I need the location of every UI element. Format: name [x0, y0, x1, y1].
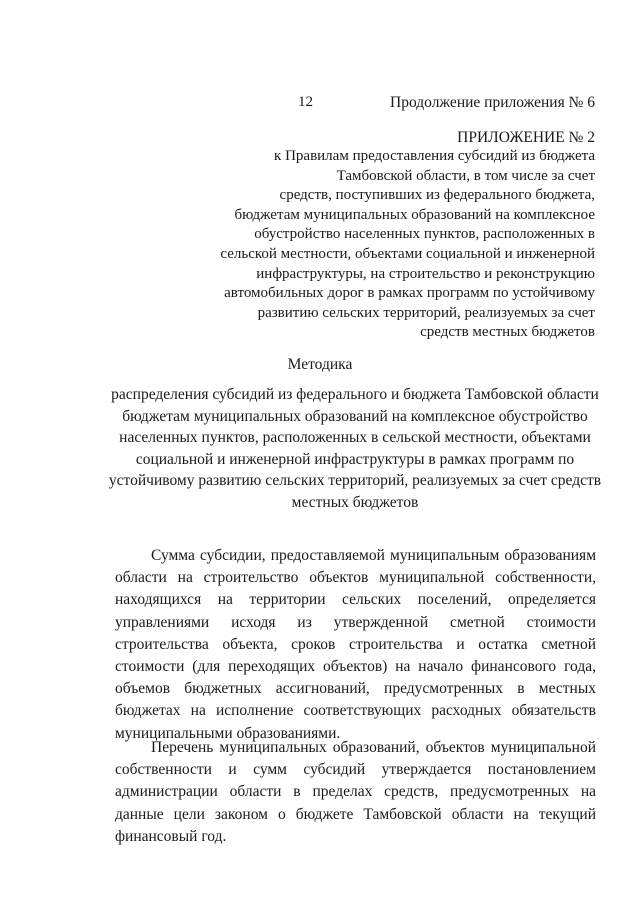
appendix-line: бюджетам муниципальных образований на комплексное	[234, 206, 595, 223]
appendix-line: автомобильных дорог в рамках программ по устойчивому	[224, 285, 595, 302]
appendix-block	[155, 129, 595, 343]
appendix-line: средств, поступивших из федерального бюджета,	[279, 187, 595, 204]
subtitle-line: устойчивому развитию сельских территорий, реализуемых за счет средств	[108, 472, 602, 489]
page-number: 12	[298, 94, 313, 110]
subtitle-line: населенных пунктов, расположенных в сельской местности, объектами	[119, 429, 591, 446]
appendix-line: обустройство населенных пунктов, расположенных в	[254, 226, 595, 243]
subtitle-line: распределения субсидий из федерального и бюджета Тамбовской области	[111, 386, 599, 403]
methodology-title: Методика	[287, 356, 353, 373]
appendix-line: к Правилам предоставления субсидий из бюджета	[274, 148, 595, 164]
appendix-title: ПРИЛОЖЕНИЕ № 2	[457, 129, 595, 146]
body-paragraph-2: Перечень муниципальных образований, объектов муниципальной собственности и сумм субсидий утверждается постановлением администрации области в пределах средств, предусмотренных на данные цели законом о бюджете Тамбовской области на текущий финансовый год.	[115, 739, 596, 845]
subtitle-line: местных бюджетов	[291, 493, 419, 511]
methodology-subtitle	[100, 384, 610, 513]
appendix-line: инфраструктуры, на строительство и реконструкцию	[256, 265, 595, 282]
subtitle-line: социальной и инженерной инфраструктуры в рамках программ по	[135, 450, 575, 468]
appendix-line: сельской местности, объектами социальной и инженерной	[220, 245, 595, 262]
subtitle-line: бюджетам муниципальных образований на комплексное обустройство	[122, 407, 588, 425]
appendix-line: Тамбовской области, в том числе за счет	[336, 167, 595, 184]
appendix-line: развитию сельских территорий, реализуемых за счет	[257, 304, 595, 321]
continuation-label: Продолжение приложения № 6	[390, 94, 595, 111]
body-paragraph-1: Сумма субсидии, предоставляемой муниципальным образованиям области на строительство объектов муниципальной собственности, находящихся на территории сельских поселений, определяется управлениями исходя из утвержденной сметной стоимости строительства объекта, сроков строительства и остатка сметной стоимости (для переходящих объектов) на начало финансового года, объемов бюджетных ассигнований, предусмотренных в местных бюджетах на исполнение соответствующих расходных обязательств муниципальными образованиями.	[115, 547, 596, 742]
appendix-line: средств местных бюджетов	[420, 324, 595, 341]
